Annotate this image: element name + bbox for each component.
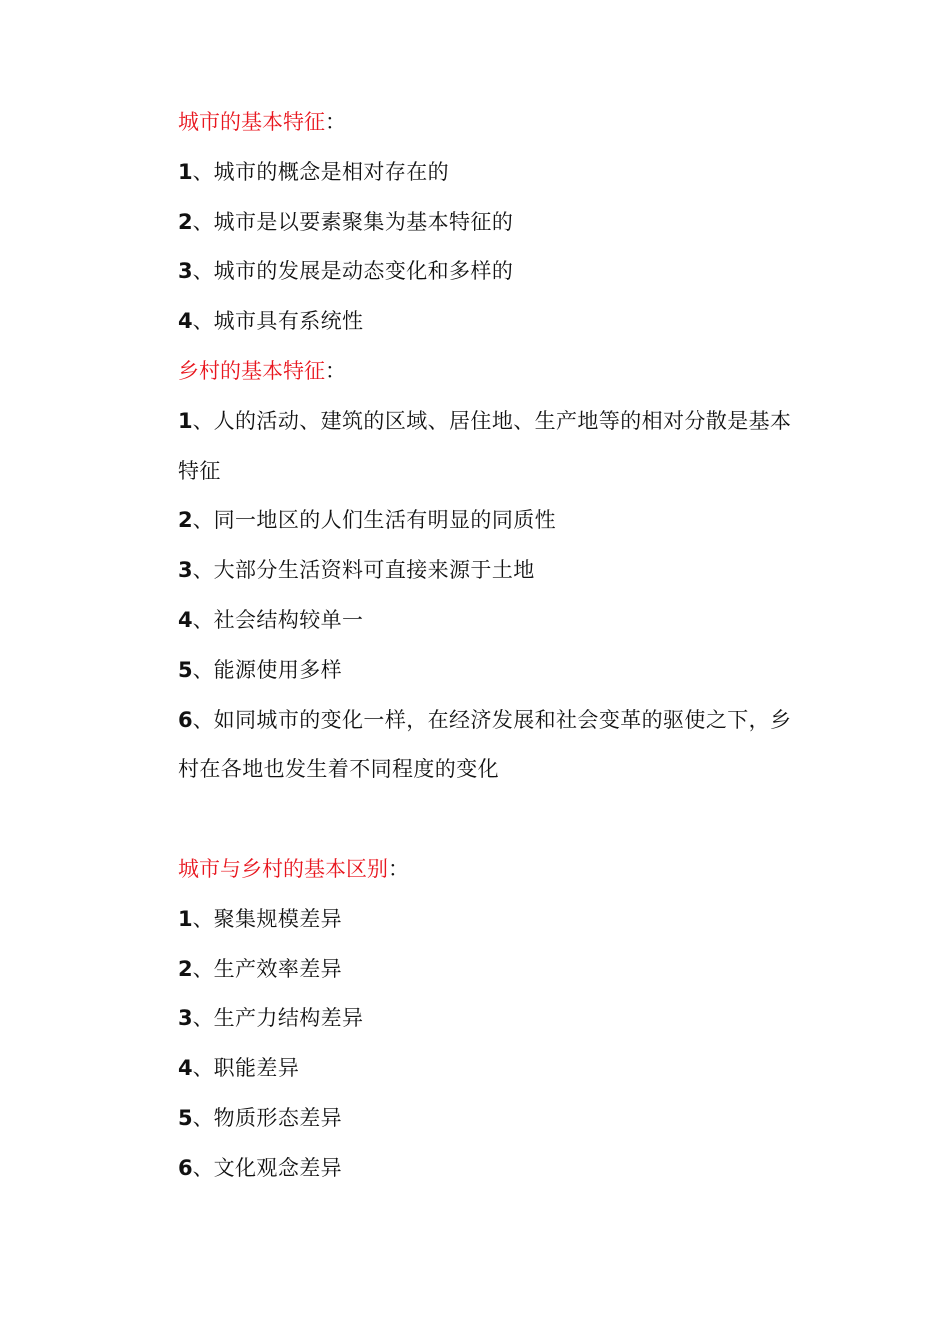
item-text: 聚集规模差异 <box>213 906 343 931</box>
item-separator: 、 <box>192 707 214 732</box>
item-text: 生产效率差异 <box>213 956 343 981</box>
item-text: 文化观念差异 <box>213 1155 343 1180</box>
item-separator: 、 <box>192 309 214 334</box>
item-number: 6 <box>178 707 193 732</box>
list-item <box>178 895 820 945</box>
item-number: 1 <box>178 159 193 184</box>
list-item-continuation <box>178 745 820 795</box>
item-separator: 、 <box>192 159 214 184</box>
item-number: 2 <box>178 508 193 533</box>
item-number: 3 <box>178 558 193 583</box>
item-separator: 、 <box>192 1006 214 1031</box>
item-text: 城市的概念是相对存在的 <box>213 159 450 184</box>
item-separator: 、 <box>192 1105 214 1130</box>
list-item <box>178 496 820 546</box>
list-item <box>178 247 820 297</box>
item-number: 1 <box>178 906 193 931</box>
item-number: 4 <box>178 607 193 632</box>
heading-colon: ： <box>325 110 346 134</box>
item-separator: 、 <box>192 657 214 682</box>
item-number: 5 <box>178 1105 193 1130</box>
item-separator: 、 <box>192 906 214 931</box>
item-text: 物质形态差异 <box>213 1105 343 1130</box>
list-item <box>178 1144 820 1194</box>
heading-text: 城市的基本特征 <box>178 110 325 134</box>
section-heading <box>178 98 820 148</box>
item-separator: 、 <box>192 558 214 583</box>
section-1 <box>178 98 820 347</box>
item-number: 3 <box>178 1006 193 1031</box>
item-text: 特征 <box>178 458 221 483</box>
section-heading <box>178 347 820 397</box>
item-text: 大部分生活资料可直接来源于土地 <box>213 558 535 583</box>
item-number: 2 <box>178 956 193 981</box>
list-item <box>178 994 820 1044</box>
list-item <box>178 546 820 596</box>
item-number: 5 <box>178 657 193 682</box>
item-text: 职能差异 <box>213 1056 300 1081</box>
item-separator: 、 <box>192 508 214 533</box>
item-text: 城市是以要素聚集为基本特征的 <box>213 209 514 234</box>
item-separator: 、 <box>192 408 214 433</box>
list-item <box>178 646 820 696</box>
list-item <box>178 596 820 646</box>
item-text: 城市的发展是动态变化和多样的 <box>213 259 514 284</box>
item-number: 4 <box>178 1056 193 1081</box>
list-item <box>178 1094 820 1144</box>
item-text: 城市具有系统性 <box>213 309 364 334</box>
item-text: 生产力结构差异 <box>213 1006 364 1031</box>
heading-text: 城市与乡村的基本区别 <box>178 856 388 881</box>
list-item <box>178 1044 820 1094</box>
item-number: 3 <box>178 259 193 284</box>
item-text: 村在各地也发生着不同程度的变化 <box>178 757 499 782</box>
item-separator: 、 <box>192 1056 214 1081</box>
item-separator: 、 <box>192 259 214 284</box>
item-separator: 、 <box>192 607 214 632</box>
item-number: 2 <box>178 209 193 234</box>
list-item-continuation <box>178 447 820 497</box>
list-item <box>178 198 820 248</box>
heading-text: 乡村的基本特征 <box>178 358 325 383</box>
section-3 <box>178 845 820 1194</box>
blank-line <box>178 795 820 845</box>
list-item <box>178 297 820 347</box>
list-item <box>178 397 820 447</box>
item-text: 同一地区的人们生活有明显的同质性 <box>213 508 557 533</box>
document-content <box>178 98 820 1194</box>
item-text: 能源使用多样 <box>213 657 343 682</box>
item-number: 1 <box>178 408 193 433</box>
item-number: 4 <box>178 309 193 334</box>
item-separator: 、 <box>192 209 214 234</box>
list-item <box>178 696 820 746</box>
heading-colon: ： <box>325 358 346 383</box>
section-2 <box>178 347 820 795</box>
item-separator: 、 <box>192 1155 214 1180</box>
section-heading <box>178 845 820 895</box>
item-text: 如同城市的变化一样，在经济发展和社会变革的驱使之下，乡 <box>213 707 792 732</box>
heading-colon: ： <box>388 856 409 881</box>
item-text: 人的活动、建筑的区域、居住地、生产地等的相对分散是基本 <box>213 408 792 433</box>
item-separator: 、 <box>192 956 214 981</box>
item-number: 6 <box>178 1155 193 1180</box>
list-item <box>178 945 820 995</box>
list-item <box>178 148 820 198</box>
item-text: 社会结构较单一 <box>213 607 364 632</box>
